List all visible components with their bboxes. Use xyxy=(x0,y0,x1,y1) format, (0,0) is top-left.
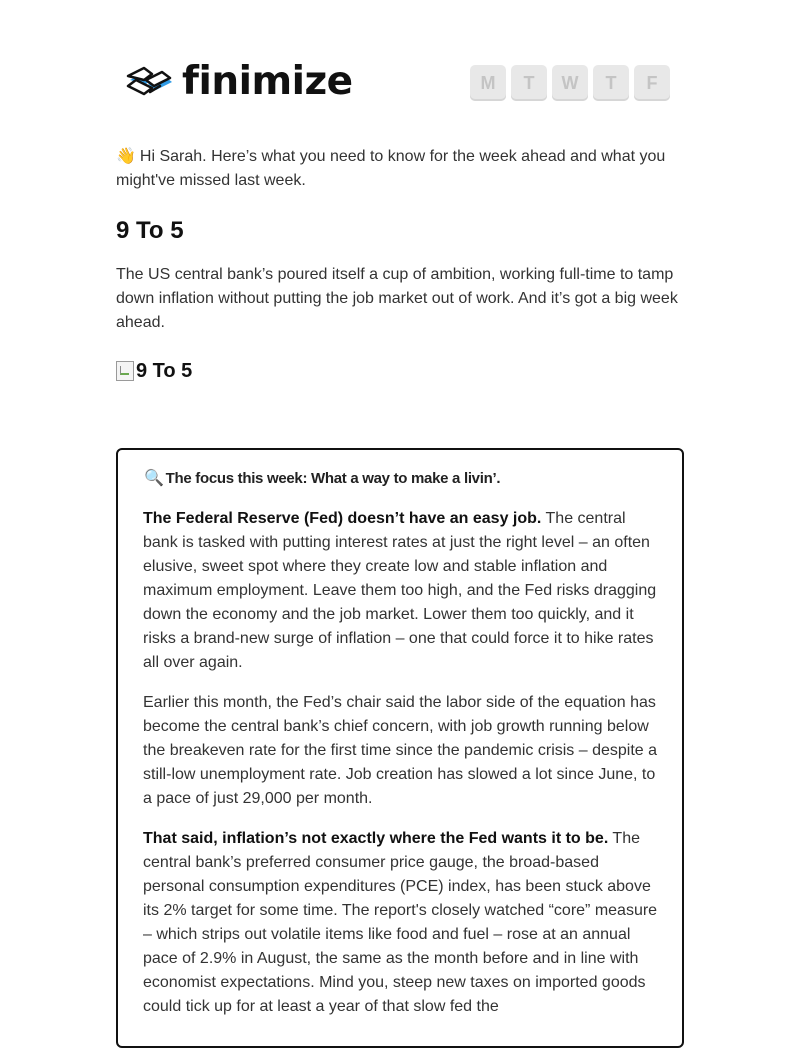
day-friday: F xyxy=(634,65,670,101)
broken-image-icon xyxy=(116,361,134,381)
paragraph-1-lead: The Federal Reserve (Fed) doesn’t have an easy job. xyxy=(143,510,542,527)
paragraph-3-body: The central bank’s preferred consumer price gauge, the broad-based personal consumption expenditures (PCE) index, has been stuck above its 2% target for some time. The report's closely watched “core” measure – which strips out volatile items like food and fuel – rose at an annual pace of 2.9% in August, the same as the month before and in line with economist expectations. Mind you, steep new taxes on imported goods could tick up for at least a year of that slow fed the xyxy=(143,830,658,1015)
image-alt-text: 9 To 5 xyxy=(136,359,193,382)
paragraph-3 xyxy=(143,827,663,1019)
weekday-tracker xyxy=(470,65,670,101)
focus-heading xyxy=(144,468,500,490)
day-thursday: T xyxy=(593,65,629,101)
waving-hand-icon: 👋 xyxy=(116,148,136,165)
focus-box xyxy=(116,448,684,1048)
finimize-logo[interactable] xyxy=(124,60,353,104)
section-image xyxy=(116,358,192,384)
email-header xyxy=(116,60,688,108)
day-tuesday: T xyxy=(511,65,547,101)
section-intro: The US central bank’s poured itself a cup of ambition, working full-time to tamp down inflation without putting the job market out of work. And it’s got a big week ahead. xyxy=(116,266,678,331)
paragraph-2: Earlier this month, the Fed’s chair said the labor side of the equation has become the central bank’s chief concern, with job growth running below the breakeven rate for the first time since the pandemic crisis – despite a still-low unemployment rate. Job creation has slowed a lot since June, to a pace of just 29,000 per month. xyxy=(143,694,658,807)
greeting xyxy=(116,145,688,193)
day-monday: M xyxy=(470,65,506,101)
greeting-text: Hi Sarah. Here’s what you need to know for the week ahead and what you might've missed last week. xyxy=(116,148,666,189)
logo-text: finimize xyxy=(182,59,353,104)
focus-heading-text: The focus this week: What a way to make a livin’. xyxy=(165,470,501,487)
magnifying-glass-icon: 🔍 xyxy=(144,470,164,487)
paragraph-1-body: The central bank is tasked with putting interest rates at just the right level – an often elusive, sweet spot where they create low and stable inflation and maximum employment. Leave them too high, and the Fed risks dragging down the economy and the job market. Lower them too quickly, and it risks a brand-new surge of inflation – one that could force it to hike rates all over again. xyxy=(143,510,657,671)
paragraph-3-lead: That said, inflation’s not exactly where the Fed wants it to be. xyxy=(143,830,609,847)
finimize-logo-icon xyxy=(124,62,176,102)
section-title: 9 To 5 xyxy=(116,217,184,244)
paragraph-1 xyxy=(143,507,663,675)
day-wednesday: W xyxy=(552,65,588,101)
